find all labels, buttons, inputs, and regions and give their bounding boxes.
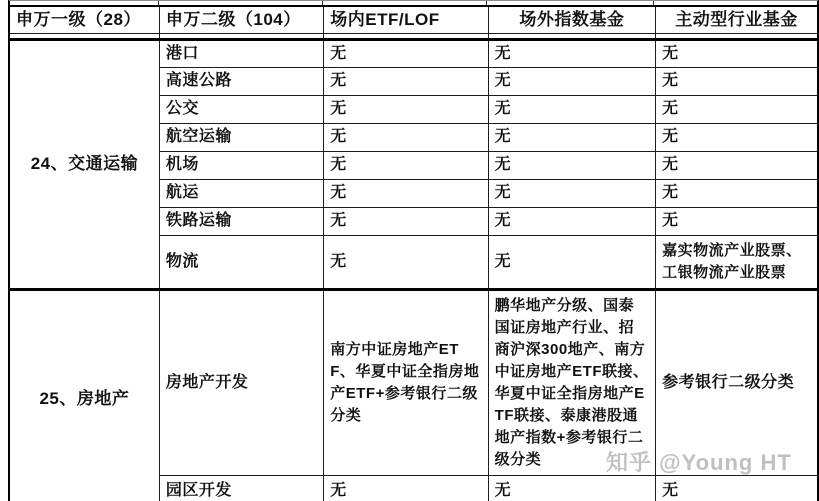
header-otc-index-fund: 场外指数基金 [488,6,655,33]
cell-level2: 航空运输 [159,123,323,151]
cell-etf-lof: 无 [324,151,488,179]
cell-level2: 高速公路 [159,67,323,95]
header-sw-level2: 申万二级（104） [159,6,323,33]
cell-etf-lof: 无 [324,39,488,67]
cell-active-fund: 无 [656,475,818,501]
header-row [9,6,818,33]
header-sw-level1: 申万一级（28） [9,6,159,33]
cell-level2: 房地产开发 [159,289,323,475]
cell-active-fund: 无 [656,151,818,179]
cell-active-fund: 参考银行二级分类 [656,289,818,475]
cell-index-fund: 无 [488,95,655,123]
cell-level2: 铁路运输 [159,207,323,235]
cell-active-fund: 无 [656,95,818,123]
header-onexchange-etf-lof: 场内ETF/LOF [324,6,488,33]
table-row [9,39,818,67]
cell-index-fund: 无 [488,207,655,235]
fund-classification-table [8,5,819,501]
column-line-stub [10,1,159,5]
cell-etf-lof: 无 [324,207,488,235]
cell-index-fund: 无 [488,123,655,151]
section-label-realestate: 25、房地产 [9,289,159,501]
cell-level2: 航运 [159,179,323,207]
column-line-stub [487,1,654,5]
column-line-stub [654,1,817,5]
cell-etf-lof: 无 [324,123,488,151]
cell-active-fund: 无 [656,39,818,67]
cropped-row-above [8,0,819,5]
cell-active-fund: 嘉实物流产业股票、工银物流产业股票 [656,235,818,289]
column-line-stub [323,1,487,5]
cell-active-fund: 无 [656,123,818,151]
cell-etf-lof: 无 [324,235,488,289]
zhihu-watermark: 知乎 @Young HT [606,450,792,475]
cell-level2: 园区开发 [159,475,323,501]
cell-etf-lof: 无 [324,179,488,207]
cell-active-fund: 无 [656,179,818,207]
cell-index-fund: 无 [488,179,655,207]
cell-index-fund: 无 [488,235,655,289]
cell-active-fund: 无 [656,67,818,95]
cell-etf-lof: 南方中证房地产ETF、华夏中证全指房地产ETF+参考银行二级分类 [324,289,488,475]
cell-level2: 港口 [159,39,323,67]
cell-level2: 机场 [159,151,323,179]
cell-index-fund: 无 [488,39,655,67]
cell-index-fund: 无 [488,151,655,179]
cell-etf-lof: 无 [324,95,488,123]
header-active-sector-fund: 主动型行业基金 [656,6,818,33]
cell-index-fund: 无 [488,67,655,95]
cell-etf-lof: 无 [324,475,488,501]
column-line-stub [159,1,323,5]
cell-level2: 物流 [159,235,323,289]
cell-index-fund: 无 [488,475,655,501]
section-label-transport: 24、交通运输 [9,39,159,289]
cell-level2: 公交 [159,95,323,123]
cell-active-fund: 无 [656,207,818,235]
cell-etf-lof: 无 [324,67,488,95]
table-row [9,289,818,475]
cell-index-fund: 鹏华地产分级、国泰国证房地产行业、招商沪深300地产、南方中证房地产ETF联接、华夏中证全指房地产ETF联接、泰康港股通地产指数+参考银行二级分类 [488,289,655,475]
